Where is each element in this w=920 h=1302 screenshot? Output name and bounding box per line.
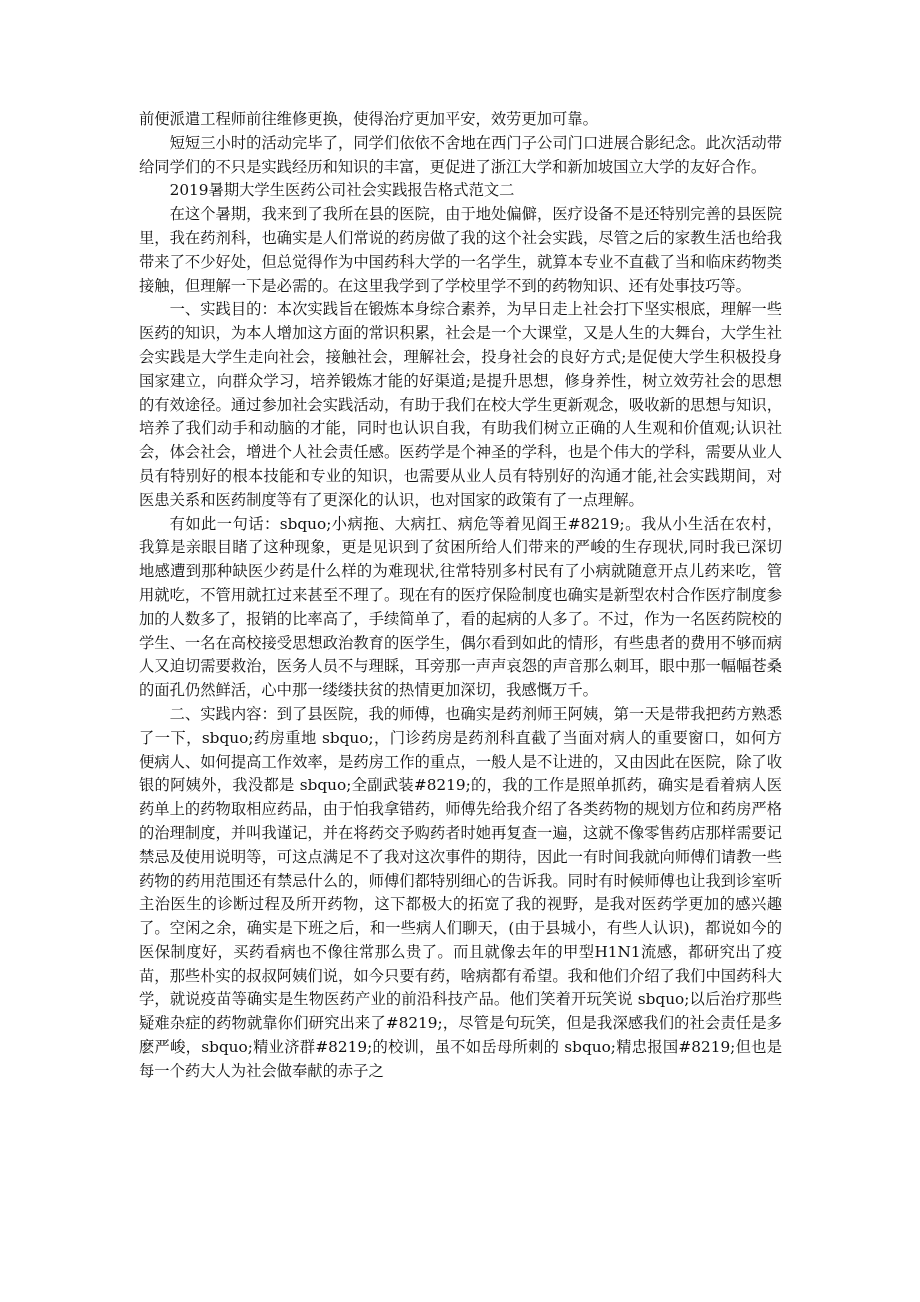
paragraph-intro: 在这个暑期，我来到了我所在县的医院，由于地处偏僻，医疗设备不是还特别完善的县医院里，我在药剂科，也确实是人们常说的药房做了我的这个社会实践，尽管之后的家教生活也给我带来了不少好处，但总觉得作为中国药科大学的一名学生，就算本专业不直截了当和临床药物类接触，但理解一下是必需的。在这里我学到了学校里学不到的药物知识、还有处事技巧等。 <box>139 205 782 295</box>
document-body <box>139 108 782 1084</box>
paragraph-activity-summary: 短短三小时的活动完毕了，同学们依依不舍地在西门子公司门口进展合影纪念。此次活动带给同学们的不只是实践经历和知识的丰富，更促进了浙江大学和新加坡国立大学的友好合作。 <box>139 133 782 176</box>
paragraph-continuation: 前便派遣工程师前往维修更换，使得治疗更加平安，效劳更加可靠。 <box>139 110 598 128</box>
paragraph-practice-purpose: 一、实践目的：本次实践旨在锻炼本身综合素养，为早日走上社会打下坚实根底，理解一些医药的知识，为本人增加这方面的常识积累，社会是一个大课堂，又是人生的大舞台，大学生社会实践是大学生走向社会，接触社会，理解社会，投身社会的良好方式;是促使大学生积极投身国家建立，向群众学习，培养锻炼才能的好渠道;是提升思想，修身养性，树立效劳社会的思想的有效途径。通过参加社会实践活动，有助于我们在校大学生更新观念，吸收新的思想与知识，培养了我们动手和动脑的才能，同时也认识自我，有助我们树立正确的人生观和价值观;认识社会，体会社会，增进个人社会责任感。医药学是个神圣的学科，也是个伟大的学科，需要从业人员有特别好的根本技能和专业的知识，也需要从业人员有特别好的沟通才能,社会实践期间，对医患关系和医药制度等有了更深化的认识，也对国家的政策有了一点理解。 <box>139 300 782 509</box>
section-title: 2019暑期大学生医药公司社会实践报告格式范文二 <box>169 181 515 200</box>
paragraph-practice-content: 二、实践内容：到了县医院，我的师傅，也确实是药剂师王阿姨，第一天是带我把药方熟悉了一下，sbquo;药房重地 sbquo;，门诊药房是药剂科直截了当面对病人的重要窗口，如何方便病人、如何提高工作效率，是药房工作的重点，一般人是不让进的，又由因此在医院，除了收银的阿姨外，我没都是 sbquo;全副武装#8219;的，我的工作是照单抓药，确实是看着病人医药单上的药物取相应药品，由于怕我拿错药，师傅先给我介绍了各类药物的规划方位和药房严格的治理制度，并叫我谨记，并在将药交予购药者时她再复查一遍，这就不像零售药店那样需要记禁忌及使用说明等，可这点满足不了我对这次事件的期待，因此一有时间我就向师傅们请教一些药物的药用范围还有禁忌什么的，师傅们都特别细心的告诉我。同时有时候师傅也让我到诊室听主治医生的诊断过程及所开药物，这下都极大的拓宽了我的视野，是我对医药学更加的感兴趣了。空闲之余，确实是下班之后，和一些病人们聊天，(由于县城小，有些人认识)，都说如今的医保制度好，买药看病也不像往常那么贵了。而且就像去年的甲型H1N1流感，都研究出了疫苗，那些朴实的叔叔阿姨们说，如今只要有药，啥病都有希望。我和他们介绍了我们中国药科大学，就说疫苗等确实是生物医药产业的前沿科技产品。他们笑着开玩笑说 sbquo;以后治疗那些疑难杂症的药物就靠你们研究出来了#8219;，尽管是句玩笑，但是我深感我们的社会责任是多麽严峻，sbquo;精业济群#8219;的校训，虽不如岳母所刺的 sbquo;精忠报国#8219;但也是每一个药大人为社会做奉献的赤子之 <box>139 704 782 1080</box>
paragraph-saying: 有如此一句话：sbquo;小病拖、大病扛、病危等着见阎王#8219;。我从小生活在农村，我算是亲眼目睹了这种现象，更是见识到了贫困所给人们带来的严峻的生存现状,同时我已深切地感遭到那种缺医少药是什么样的为难现状,往常特别多村民有了小病就随意开点儿药来吃，管用就吃，不管用就扛过来甚至不理了。现在有的医疗保险制度也确实是新型农村合作医疗制度参加的人数多了，报销的比率高了，手续简单了，看的起病的人多了。不过，作为一名医药院校的学生、一名在高校接受思想政治教育的医学生，偶尔看到如此的情形，有些患者的费用不够而病人又迫切需要救治，医务人员不与理睬，耳旁那一声声哀怨的声音那么刺耳，眼中那一幅幅苍桑的面孔仍然鲜活，心中那一缕缕扶贫的热情更加深切，我感慨万千。 <box>139 514 782 700</box>
